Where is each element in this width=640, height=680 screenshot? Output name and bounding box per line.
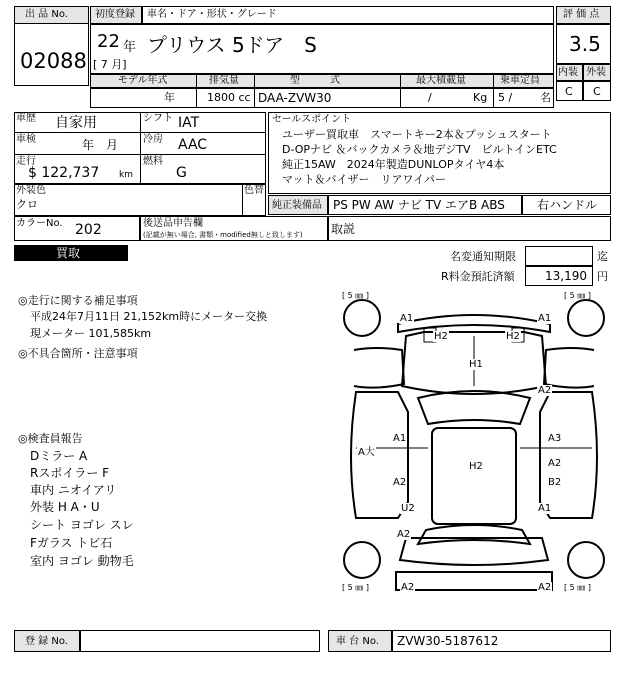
equipment-label: 純正装備品: [272, 200, 322, 211]
rear-bumper-shape: [396, 572, 552, 590]
lot-label: 出 品 No.: [25, 9, 68, 20]
right-door-shape: [540, 392, 597, 518]
sales-points-label: セールスポイント: [272, 114, 352, 125]
exterior-label: 外装: [586, 67, 606, 78]
details-div-h2: [14, 154, 266, 155]
history-value: 自家用: [55, 115, 97, 131]
mileage-note-2: 現メーター 101,585km: [30, 327, 152, 340]
score-value: 3.5: [569, 32, 601, 56]
tire-rr-icon: [568, 542, 604, 578]
inspector-line-5: シート ヨゴレ スレ: [30, 518, 134, 532]
name-change-box: [525, 246, 593, 266]
inspector-title: ◎検査員報告: [18, 432, 83, 445]
tire-rr-label: [ 5 ㎜ ]: [564, 583, 591, 592]
mileage-label: 走行: [16, 156, 36, 167]
history-label: 車歴: [16, 113, 36, 124]
spec-div-1: [196, 74, 197, 108]
model-year-label: モデル年式: [118, 75, 168, 86]
damage-mark: A1: [393, 433, 407, 444]
purchase-tag-text: 買取: [56, 246, 81, 260]
shift-label: シフト: [143, 113, 173, 124]
damage-mark: A2: [393, 477, 407, 488]
details-div-h1: [14, 132, 266, 133]
chassis-value: ZVW30-5187612: [397, 634, 499, 648]
defects-title: ◎不具合箇所・注意事項: [18, 347, 138, 360]
inspector-line-7: 室内 ヨゴレ 動物毛: [30, 554, 134, 568]
damage-mark: A大: [358, 447, 375, 458]
recycle-value: 13,190: [545, 269, 587, 283]
model-year-unit: 年: [164, 91, 175, 104]
fuel-value: G: [176, 165, 187, 181]
damage-mark: A1: [538, 313, 552, 324]
mileage-note-1: 平成24年7月11日 21,152km時にメーター交換: [30, 310, 268, 323]
lot-number: 02088: [20, 49, 87, 73]
type-label: 型 式: [290, 75, 340, 86]
spec-div-4: [493, 74, 494, 108]
damage-mark: A2: [397, 529, 411, 540]
spec-div-3: [400, 74, 401, 108]
year-value: 22: [97, 31, 120, 52]
mileage-unit: km: [119, 170, 133, 180]
inspector-line-1: Dミラー A: [30, 449, 88, 463]
drive-side-value: 右ハンドル: [537, 198, 598, 212]
car-label: 車名・ドア・形状・グレード: [147, 9, 277, 20]
sales-line-3: 純正15AW 2024年製造DUNLOPタイヤ4本: [282, 158, 505, 171]
details-div-v: [140, 112, 141, 184]
car-name: プリウス 5ドア S: [147, 33, 317, 57]
color-div: [242, 184, 243, 216]
displacement-value: 1800 cc: [207, 91, 251, 104]
damage-mark: H2: [469, 461, 483, 472]
docs-note: (記載が無い場合, 書類・modified無しと致します): [143, 231, 303, 239]
sales-line-2: D-OPナビ ＆バックカメラ＆地デジTV ビルトインETC: [282, 143, 557, 156]
name-change-label: 名変通知期限: [450, 250, 516, 263]
inspector-line-3: 車内 ニオイアリ: [30, 483, 117, 497]
ac-value: AAC: [178, 137, 208, 153]
inspection-value: 年 月: [82, 138, 119, 152]
tire-fr-label: [ 5 ㎜ ]: [564, 291, 591, 300]
trunk-shape: [400, 538, 548, 565]
damage-mark: H2: [506, 331, 520, 342]
roof-shape: [432, 428, 516, 524]
capacity-unit: 名: [540, 91, 551, 104]
mileage-notes-title: ◎走行に関する補足事項: [18, 294, 138, 307]
mileage-value: $ 122,737: [28, 165, 100, 181]
right-front-fender: [544, 348, 594, 388]
inspection-label: 車検: [16, 134, 36, 145]
tire-fl-icon: [344, 300, 380, 336]
score-label: 評 価 点: [563, 9, 600, 20]
ac-label: 冷房: [143, 134, 163, 145]
damage-mark: B2: [548, 477, 562, 488]
color-no-value: 202: [75, 222, 102, 238]
chassis-label: 車 台 No.: [336, 636, 379, 647]
color-box: [14, 184, 266, 216]
sales-line-4: マット＆バイザー リアワイパー: [282, 173, 447, 186]
reg-value-cell: [80, 630, 320, 652]
type-value: DAA-ZVW30: [258, 91, 332, 105]
damage-mark: A2: [548, 458, 562, 469]
docs-label: 後送品申告欄: [143, 218, 203, 229]
first-reg-label: 初度登録: [95, 9, 135, 20]
damage-mark: H2: [434, 331, 448, 342]
tire-fl-label: [ 5 ㎜ ]: [342, 291, 369, 300]
inspector-line-4: 外装 H A・U: [30, 500, 100, 514]
docs-value: 取説: [331, 222, 356, 236]
sales-line-1: ユーザー買取車 スマートキー2本＆プッシュスタート: [282, 128, 552, 141]
tire-rl-icon: [344, 542, 380, 578]
interior-label: 内装: [558, 67, 578, 78]
damage-mark: A1: [400, 313, 414, 324]
tire-rl-label: [ 5 ㎜ ]: [342, 583, 369, 592]
docs-value-box: [328, 216, 611, 241]
damage-mark: A2: [538, 582, 552, 593]
color-no-label: カラーNo.: [16, 218, 63, 229]
exterior-score: C: [593, 85, 601, 98]
left-front-fender: [354, 348, 404, 388]
damage-mark: H1: [469, 359, 483, 370]
damage-mark: A1: [538, 503, 552, 514]
tire-fr-icon: [568, 300, 604, 336]
front-bumper-shape: [398, 315, 550, 332]
rear-glass-shape: [418, 525, 530, 544]
name-change-unit: 迄: [597, 250, 608, 263]
year-unit: 年: [123, 40, 137, 55]
shift-value: IAT: [178, 115, 200, 131]
recycle-unit: 円: [597, 270, 608, 283]
capacity-label: 乗車定員: [500, 75, 540, 86]
damage-mark: A2: [538, 385, 552, 396]
recycle-label: R料金預託済額: [441, 270, 515, 283]
equipment-value: PS PW AW ナビ TV エアB ABS: [333, 198, 505, 212]
exterior-color-value: クロ: [16, 198, 38, 211]
damage-mark: A3: [548, 433, 562, 444]
car-diagram: [336, 288, 612, 598]
exterior-color-label: 外装色: [16, 185, 46, 196]
displacement-label: 排気量: [209, 75, 239, 86]
inspector-line-6: Fガラス トビ石: [30, 536, 113, 550]
interior-score: C: [565, 85, 573, 98]
color-change-label: 色替: [244, 185, 264, 196]
inspector-line-2: Rスポイラー F: [30, 466, 110, 480]
max-load-unit: Kg: [473, 91, 488, 104]
month-value: [ 7 月]: [93, 58, 127, 71]
damage-mark: A2: [401, 582, 415, 593]
reg-label: 登 録 No.: [25, 636, 68, 647]
damage-mark: U2: [401, 503, 415, 514]
capacity-value: 5 /: [498, 91, 513, 104]
max-load-label: 最大積載量: [416, 75, 466, 86]
fuel-label: 燃料: [143, 156, 163, 167]
spec-div-2: [254, 74, 255, 108]
windshield-shape: [418, 391, 530, 424]
max-load-sep: /: [428, 91, 432, 104]
